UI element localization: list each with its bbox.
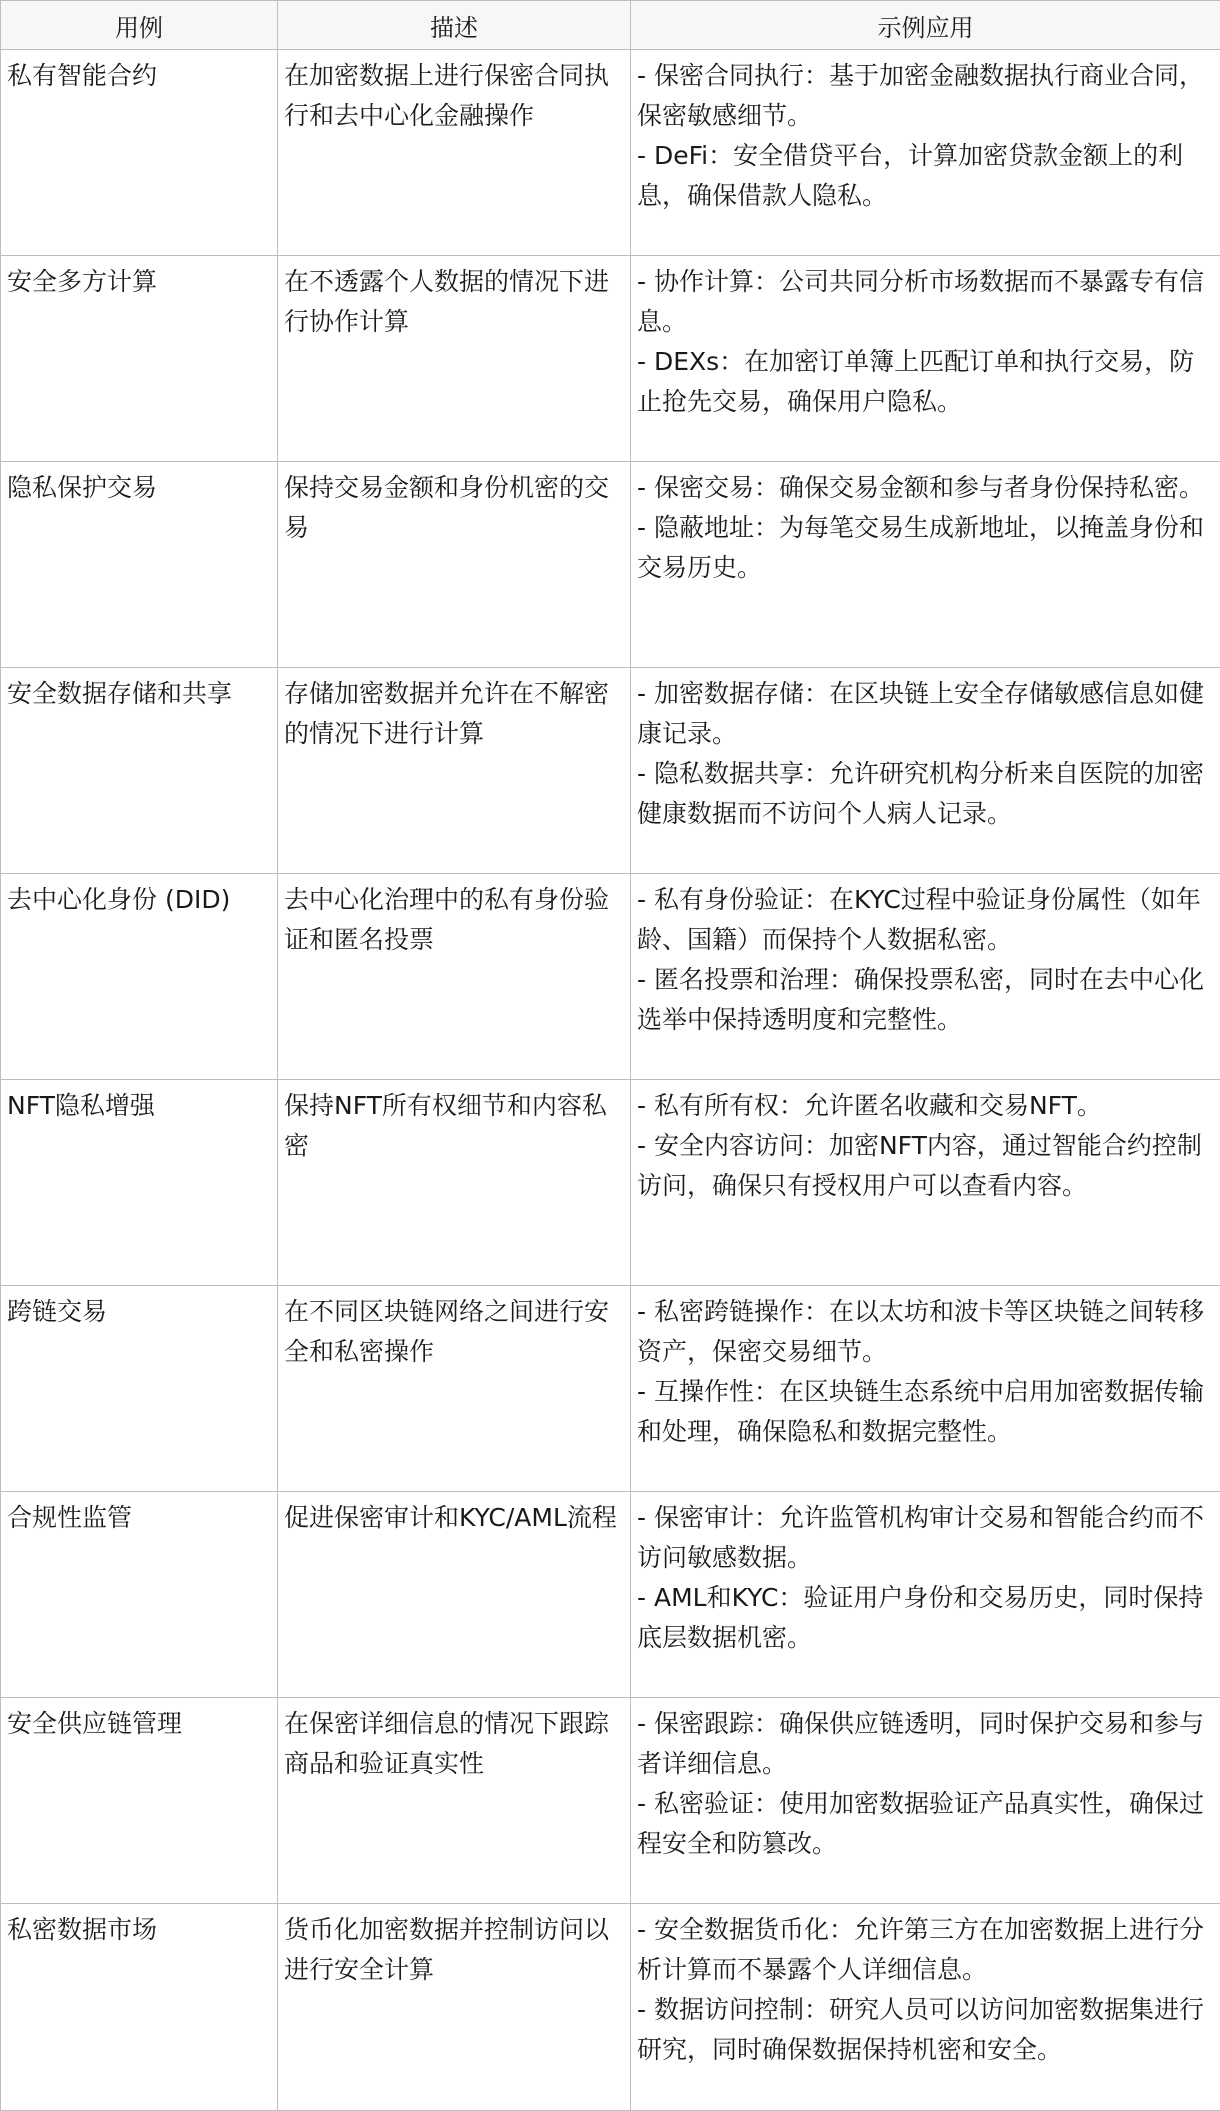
examples-cell — [631, 1286, 1220, 1492]
example-item: - 协作计算：公司共同分析市场数据而不暴露专有信息。 — [637, 262, 1214, 342]
example-item: - DEXs：在加密订单簿上匹配订单和执行交易，防止抢先交易，确保用户隐私。 — [637, 342, 1214, 422]
table-row — [1, 50, 1220, 256]
use-case-cell: 私密数据市场 — [1, 1904, 278, 2111]
example-item: - 加密数据存储：在区块链上安全存储敏感信息如健康记录。 — [637, 674, 1214, 754]
table-row — [1, 874, 1220, 1080]
example-item: - 安全数据货币化：允许第三方在加密数据上进行分析计算而不暴露个人详细信息。 — [637, 1910, 1214, 1990]
description-cell: 存储加密数据并允许在不解密的情况下进行计算 — [278, 668, 631, 874]
table-row — [1, 462, 1220, 668]
table-row — [1, 1698, 1220, 1904]
example-item: - 私密验证：使用加密数据验证产品真实性，确保过程安全和防篡改。 — [637, 1784, 1214, 1864]
example-item: - 匿名投票和治理：确保投票私密，同时在去中心化选举中保持透明度和完整性。 — [637, 960, 1214, 1040]
description-cell: 在保密详细信息的情况下跟踪商品和验证真实性 — [278, 1698, 631, 1904]
example-item: - 保密交易：确保交易金额和参与者身份保持私密。 — [637, 468, 1214, 508]
example-item: - 安全内容访问：加密NFT内容，通过智能合约控制访问，确保只有授权用户可以查看内容。 — [637, 1126, 1214, 1206]
example-item: - AML和KYC：验证用户身份和交易历史，同时保持底层数据机密。 — [637, 1578, 1214, 1658]
example-item: - 隐私数据共享：允许研究机构分析来自医院的加密健康数据而不访问个人病人记录。 — [637, 754, 1214, 834]
example-item: - 保密跟踪：确保供应链透明，同时保护交易和参与者详细信息。 — [637, 1704, 1214, 1784]
examples-cell — [631, 1492, 1220, 1698]
example-item: - 保密审计：允许监管机构审计交易和智能合约而不访问敏感数据。 — [637, 1498, 1214, 1578]
examples-cell — [631, 874, 1220, 1080]
use-case-cell: 去中心化身份 (DID) — [1, 874, 278, 1080]
table-row — [1, 1080, 1220, 1286]
description-cell: 在不同区块链网络之间进行安全和私密操作 — [278, 1286, 631, 1492]
description-cell: 去中心化治理中的私有身份验证和匿名投票 — [278, 874, 631, 1080]
header-use-case: 用例 — [1, 1, 278, 50]
use-case-cell: 跨链交易 — [1, 1286, 278, 1492]
use-case-cell: 私有智能合约 — [1, 50, 278, 256]
example-item: - DeFi：安全借贷平台，计算加密贷款金额上的利息，确保借款人隐私。 — [637, 136, 1214, 216]
examples-cell — [631, 1080, 1220, 1286]
example-item: - 私有身份验证：在KYC过程中验证身份属性（如年龄、国籍）而保持个人数据私密。 — [637, 880, 1214, 960]
description-cell: 保持交易金额和身份机密的交易 — [278, 462, 631, 668]
example-item: - 私密跨链操作：在以太坊和波卡等区块链之间转移资产，保密交易细节。 — [637, 1292, 1214, 1372]
examples-cell — [631, 1698, 1220, 1904]
example-item: - 保密合同执行：基于加密金融数据执行商业合同，保密敏感细节。 — [637, 56, 1214, 136]
description-cell: 货币化加密数据并控制访问以进行安全计算 — [278, 1904, 631, 2111]
table-row — [1, 1286, 1220, 1492]
example-item: - 数据访问控制：研究人员可以访问加密数据集进行研究，同时确保数据保持机密和安全。 — [637, 1990, 1214, 2070]
table-row — [1, 1492, 1220, 1698]
table-header-row — [1, 1, 1220, 50]
description-cell: 在不透露个人数据的情况下进行协作计算 — [278, 256, 631, 462]
use-case-cell: 安全供应链管理 — [1, 1698, 278, 1904]
use-case-cell: 合规性监管 — [1, 1492, 278, 1698]
header-examples: 示例应用 — [631, 1, 1220, 50]
table-row — [1, 668, 1220, 874]
use-case-cell: 安全数据存储和共享 — [1, 668, 278, 874]
example-item: - 隐蔽地址：为每笔交易生成新地址，以掩盖身份和交易历史。 — [637, 508, 1214, 588]
use-case-cell: 安全多方计算 — [1, 256, 278, 462]
description-cell: 在加密数据上进行保密合同执行和去中心化金融操作 — [278, 50, 631, 256]
table-row — [1, 1904, 1220, 2111]
description-cell: 促进保密审计和KYC/AML流程 — [278, 1492, 631, 1698]
examples-cell — [631, 256, 1220, 462]
description-cell: 保持NFT所有权细节和内容私密 — [278, 1080, 631, 1286]
table-row — [1, 256, 1220, 462]
examples-cell — [631, 668, 1220, 874]
header-description: 描述 — [278, 1, 631, 50]
use-case-cell: NFT隐私增强 — [1, 1080, 278, 1286]
examples-cell — [631, 1904, 1220, 2111]
example-item: - 互操作性：在区块链生态系统中启用加密数据传输和处理，确保隐私和数据完整性。 — [637, 1372, 1214, 1452]
use-case-cell: 隐私保护交易 — [1, 462, 278, 668]
examples-cell — [631, 462, 1220, 668]
example-item: - 私有所有权：允许匿名收藏和交易NFT。 — [637, 1086, 1214, 1126]
examples-cell — [631, 50, 1220, 256]
